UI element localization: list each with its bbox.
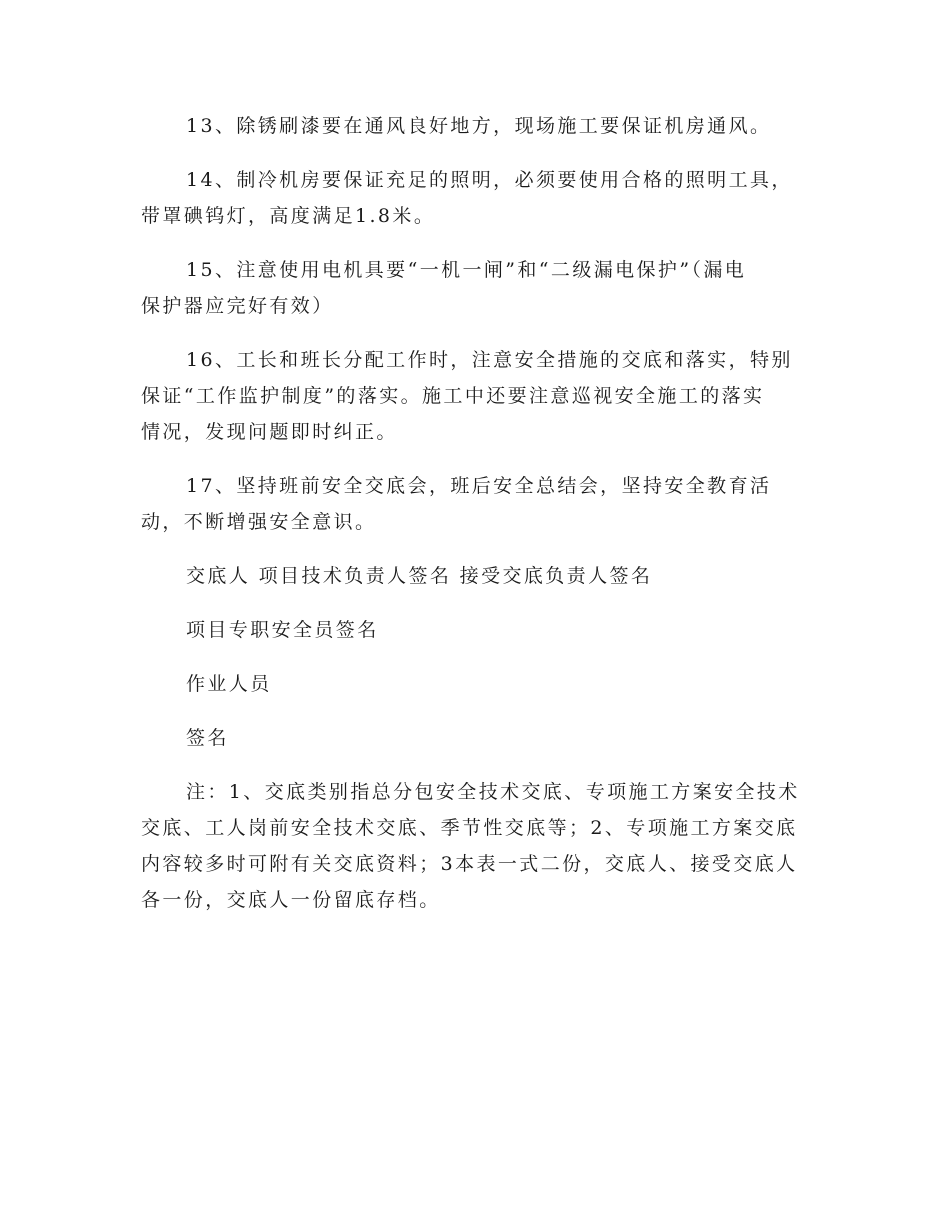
- signature-row-safety-officer: 项目专职安全员签名: [186, 619, 379, 641]
- item-15-line-2: 保护器应完好有效）: [141, 295, 334, 317]
- paragraph-gap: [141, 450, 811, 468]
- item-14-line-1: 14、制冷机房要保证充足的照明，必须要使用合格的照明工具，: [186, 169, 793, 191]
- item-17-paragraph: [141, 468, 811, 540]
- signature-row-sign: 签名: [186, 727, 229, 749]
- paragraph-gap: [141, 324, 811, 342]
- signature-row-discloser: 交底人 项目技术负责人签名 接受交底负责人签名: [186, 565, 653, 587]
- signature-row-workers: 作业人员: [186, 673, 272, 695]
- note-line-1: 注：1、交底类别指总分包安全技术交底、专项施工方案安全技术: [186, 781, 800, 803]
- note-line-2: 交底、工人岗前安全技术交底、季节性交底等；2、专项施工方案交底: [141, 817, 798, 839]
- paragraph-gap: [141, 594, 811, 612]
- item-15-line-1: 15、注意使用电机具要“一机一闸”和“二级漏电保护”（漏电: [186, 259, 747, 281]
- paragraph-gap: [141, 702, 811, 720]
- item-17-line-2: 动，不断增强安全意识。: [141, 511, 377, 533]
- item-14-paragraph: [141, 162, 811, 234]
- item-13-line: 13、除锈刷漆要在通风良好地方，现场施工要保证机房通风。: [186, 115, 772, 137]
- item-14-line-2: 带罩碘钨灯，高度满足1.8米。: [141, 205, 436, 227]
- note-paragraph: [141, 774, 811, 918]
- paragraph-gap: [141, 540, 811, 558]
- paragraph-gap: [141, 756, 811, 774]
- item-16-paragraph: [141, 342, 811, 450]
- item-16-line-1: 16、工长和班长分配工作时，注意安全措施的交底和落实，特别: [186, 349, 793, 371]
- item-17-line-1: 17、坚持班前安全交底会，班后安全总结会，坚持安全教育活: [186, 475, 772, 497]
- document-page: [141, 108, 811, 918]
- item-16-line-2: 保证“工作监护制度”的落实。施工中还要注意巡视安全施工的落实: [141, 385, 765, 407]
- paragraph-gap: [141, 234, 811, 252]
- item-16-line-3: 情况，发现问题即时纠正。: [141, 421, 398, 443]
- note-line-4: 各一份，交底人一份留底存档。: [141, 889, 441, 911]
- paragraph-gap: [141, 648, 811, 666]
- note-line-3: 内容较多时可附有关交底资料；3本表一式二份，交底人、接受交底人: [141, 853, 798, 875]
- item-15-paragraph: [141, 252, 811, 324]
- paragraph-gap: [141, 144, 811, 162]
- item-13-paragraph: [141, 108, 811, 144]
